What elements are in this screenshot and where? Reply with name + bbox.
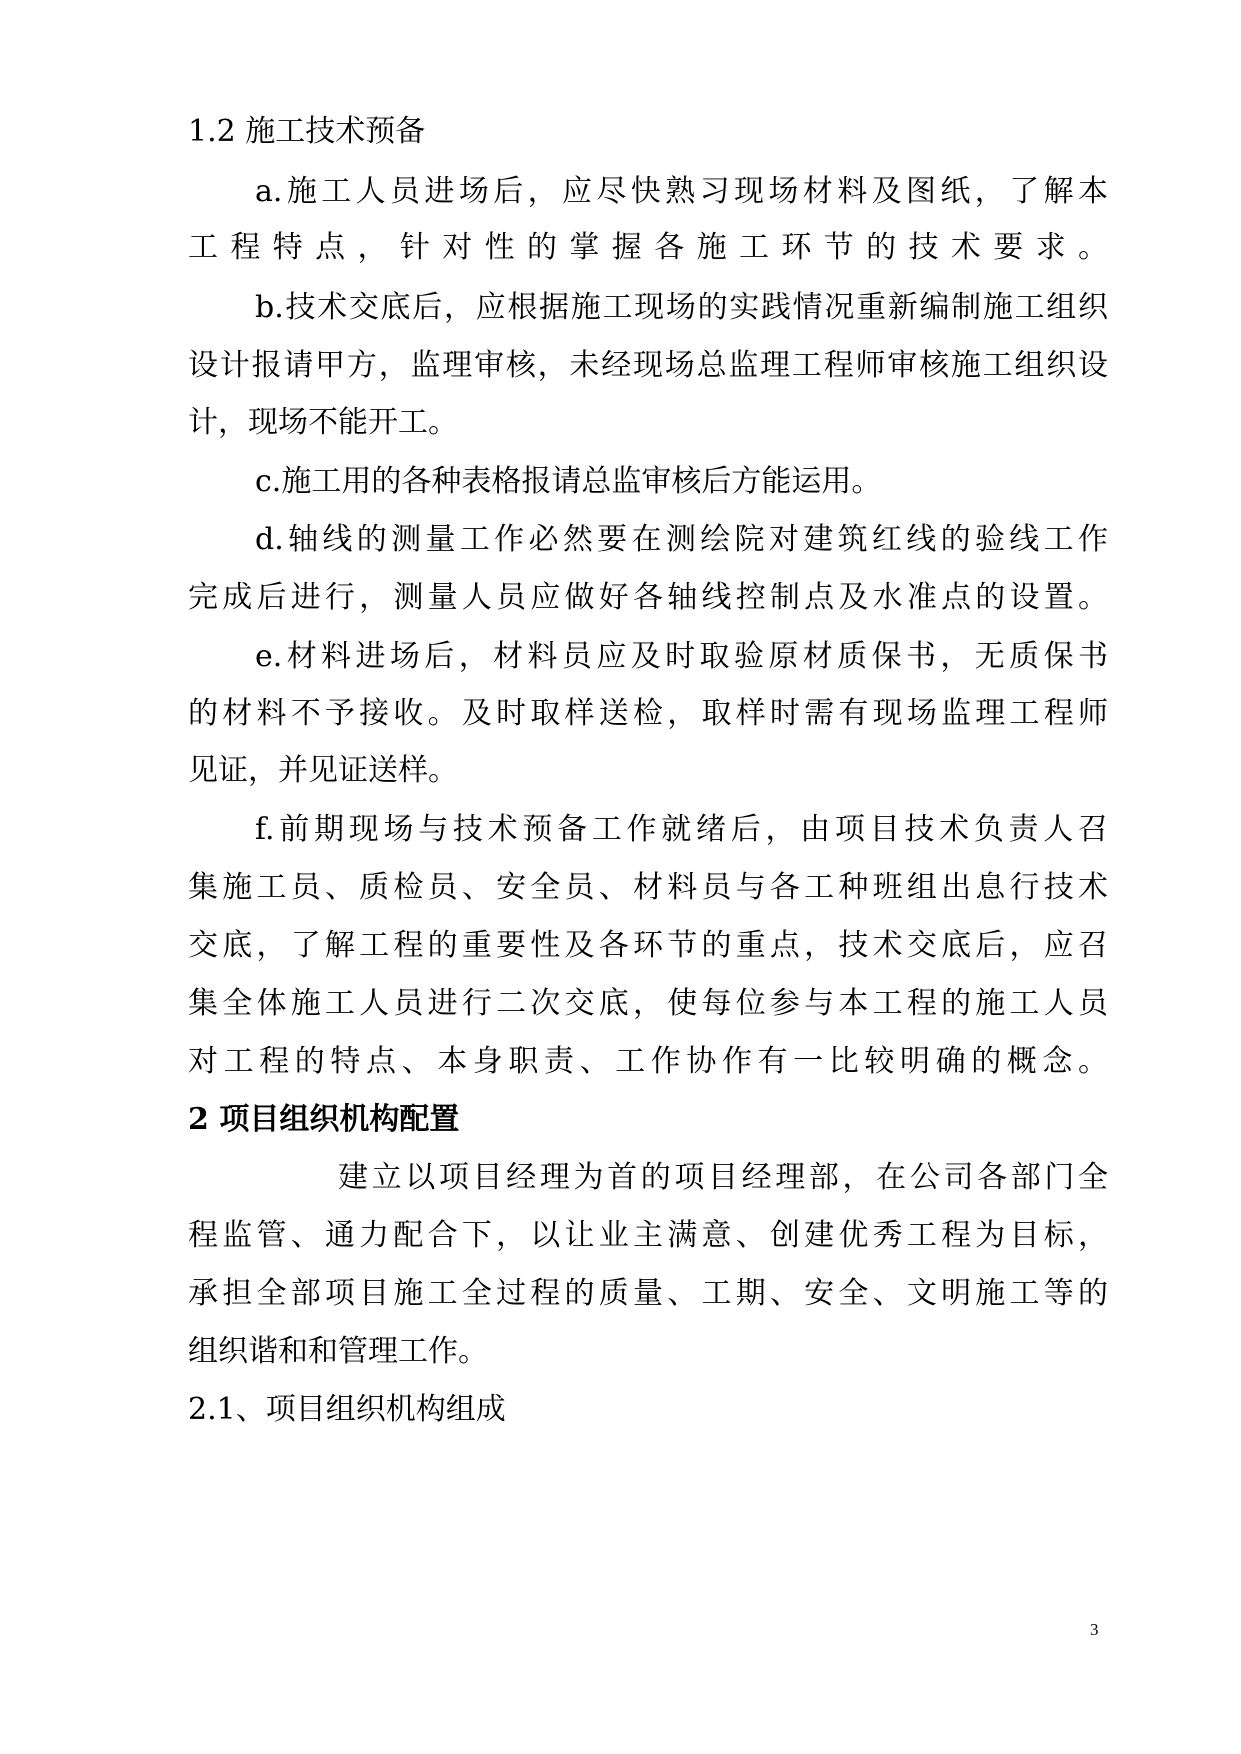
paragraph-2-line-1: 建立以项目经理为首的项目经理部，在公司各部门全 xyxy=(338,1160,1108,1195)
paragraph-d-line-2: 完成后进行，测量人员应做好各轴线控制点及水准点的设置。 xyxy=(188,580,1108,615)
paragraph-f-line-1: f.前期现场与技术预备工作就绪后，由项目技术负责人召 xyxy=(255,812,1108,847)
paragraph-f-line-3: 交底，了解工程的重要性及各环节的重点，技术交底后，应召 xyxy=(188,928,1108,963)
paragraph-b-line-3: 计，现场不能开工。 xyxy=(188,405,458,440)
paragraph-2-line-2: 程监管、通力配合下，以让业主满意、创建优秀工程为目标， xyxy=(188,1218,1108,1253)
paragraph-e-line-1: e.材料进场后，材料员应及时取验原材质保书，无质保书 xyxy=(255,639,1108,674)
paragraph-b-line-2: 设计报请甲方，监理审核，未经现场总监理工程师审核施工组织设 xyxy=(188,348,1108,383)
section-heading-2: 2 项目组织机构配置 xyxy=(188,1102,460,1137)
paragraph-f-line-5: 对工程的特点、本身职责、工作协作有一比较明确的概念。 xyxy=(188,1044,1108,1079)
page-number: 3 xyxy=(1090,1620,1099,1639)
paragraph-a-line-2: 工程特点，针对性的掌握各施工环节的技术要求。 xyxy=(188,230,1108,265)
section-heading-1-2: 1.2 施工技术预备 xyxy=(188,114,426,149)
paragraph-e-line-3: 见证，并见证送样。 xyxy=(188,753,458,788)
paragraph-2-line-4: 组织谐和和管理工作。 xyxy=(188,1334,488,1369)
paragraph-2-line-3: 承担全部项目施工全过程的质量、工期、安全、文明施工等的 xyxy=(188,1276,1108,1311)
paragraph-f-line-4: 集全体施工人员进行二次交底，使每位参与本工程的施工人员 xyxy=(188,986,1108,1021)
paragraph-b-line-1: b.技术交底后，应根据施工现场的实践情况重新编制施工组织 xyxy=(255,290,1108,325)
paragraph-f-line-2: 集施工员、质检员、安全员、材料员与各工种班组出息行技术 xyxy=(188,870,1108,905)
paragraph-e-line-2: 的材料不予接收。及时取样送检，取样时需有现场监理工程师 xyxy=(188,696,1108,731)
paragraph-a-line-1: a.施工人员进场后，应尽快熟习现场材料及图纸，了解本 xyxy=(255,174,1108,209)
section-heading-2-1: 2.1、项目组织机构组成 xyxy=(188,1392,506,1427)
paragraph-d-line-1: d.轴线的测量工作必然要在测绘院对建筑红线的验线工作 xyxy=(255,522,1108,557)
paragraph-c-line-1: c.施工用的各种表格报请总监审核后方能运用。 xyxy=(255,464,882,499)
